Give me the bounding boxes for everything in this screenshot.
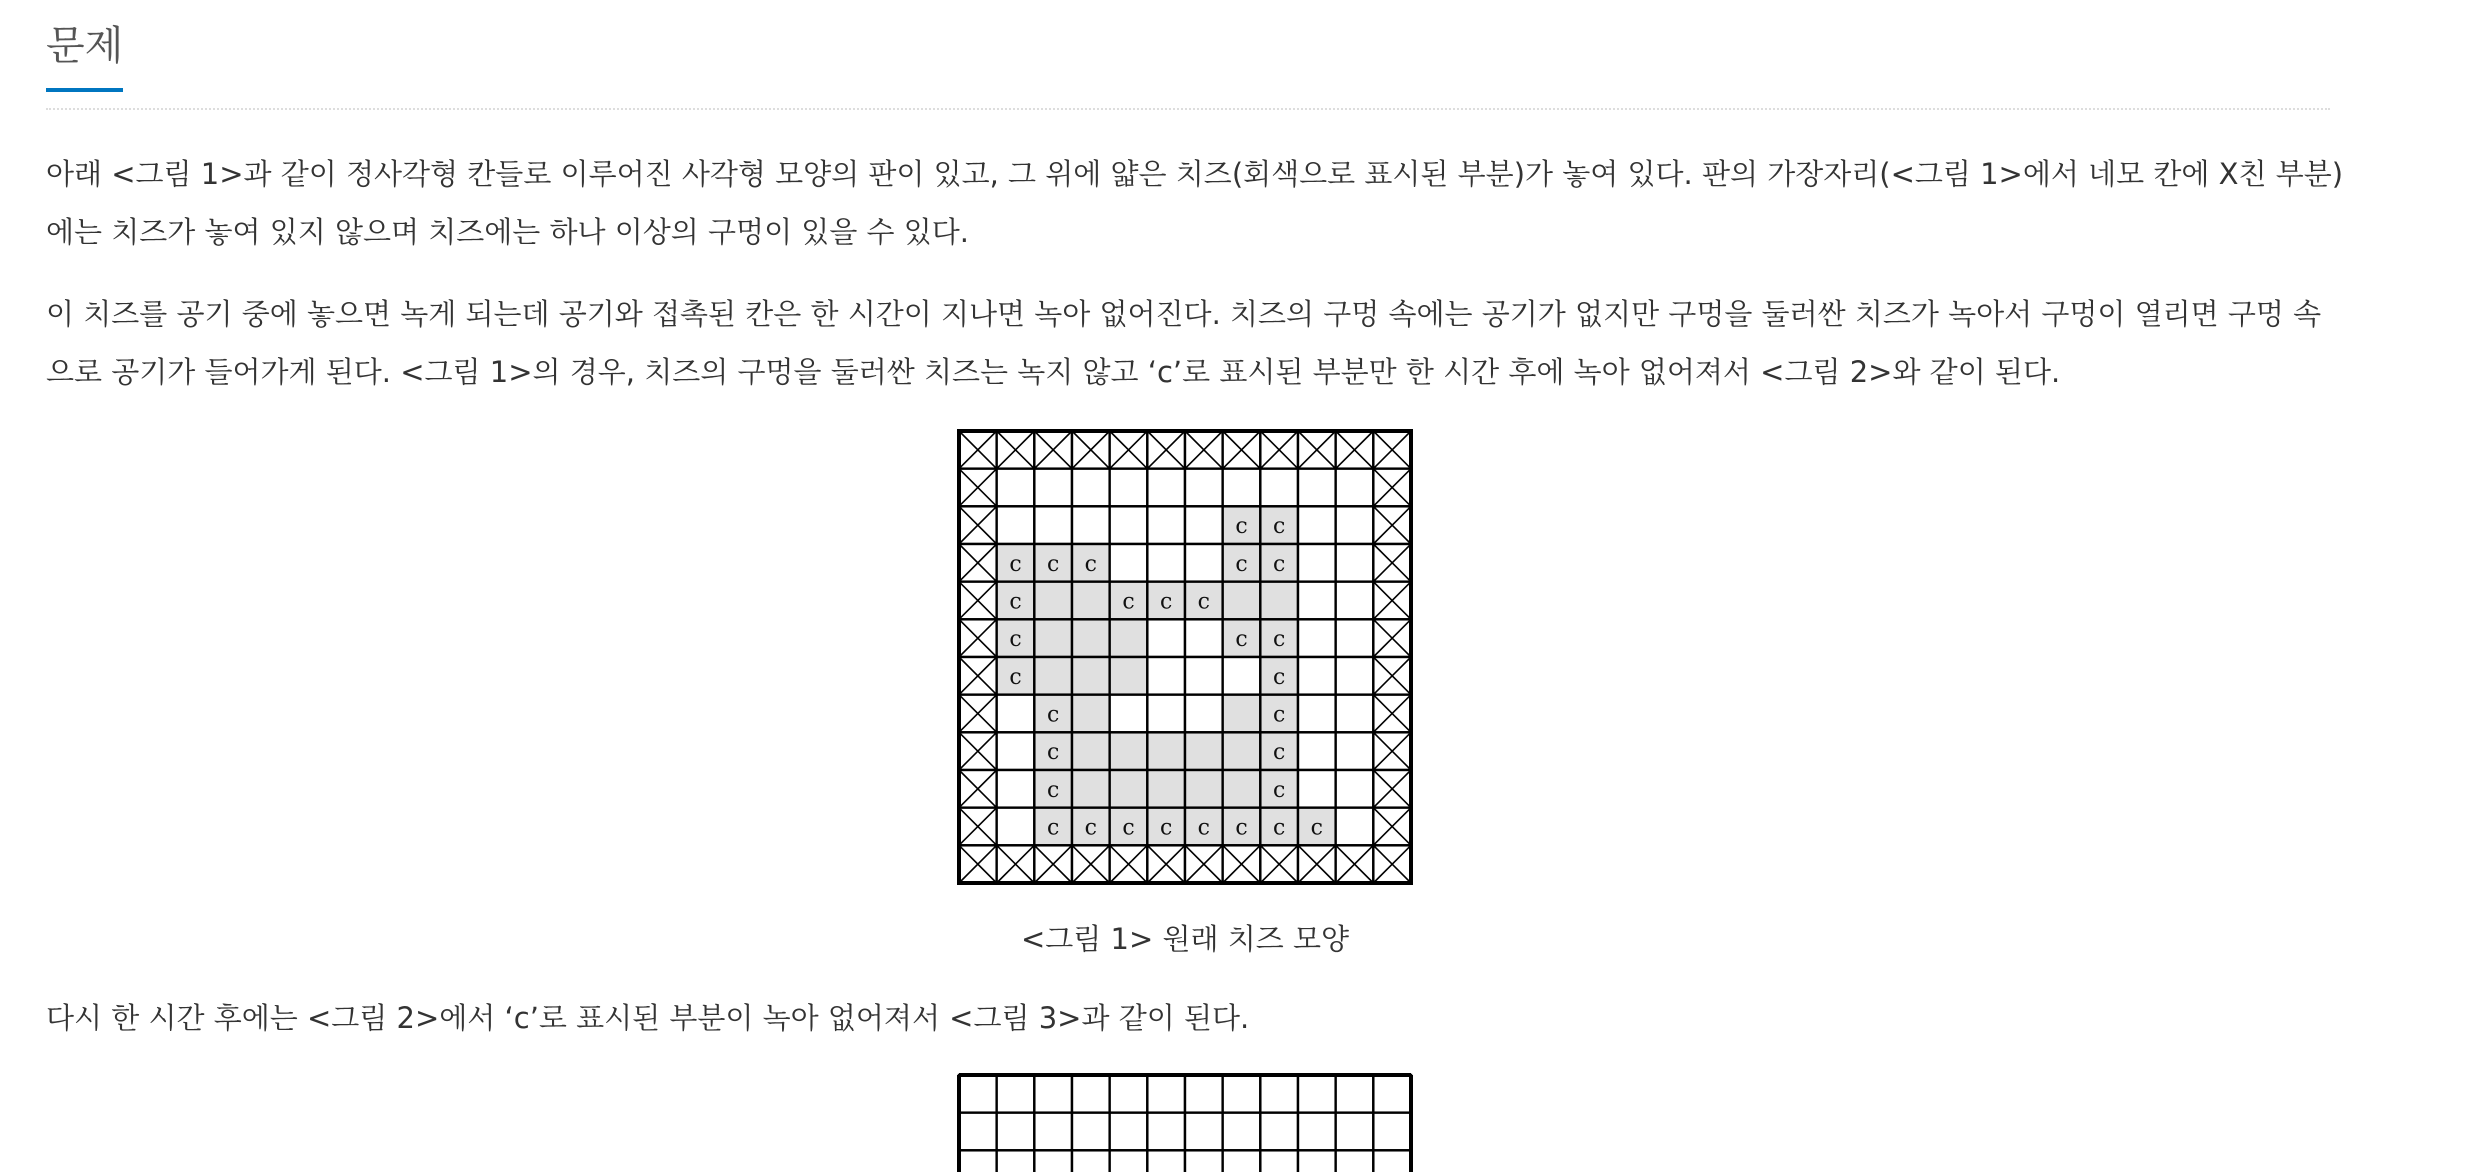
paragraph-1: 아래 <그림 1>과 같이 정사각형 칸들로 이루어진 사각형 모양의 판이 있고, 그 위에 얇은 치즈(회색으로 표시된 부분)가 놓여 있다. 판의 가장자리(<그림 1>에서 네모 칸에 X친 부분)에는 치즈가 놓여 있지 않으며 치즈에는 하나 이상의 구멍이 있을 수 있다.: [46, 157, 2344, 249]
border-cell: [959, 845, 997, 883]
empty-cell: [1336, 619, 1374, 657]
empty-cell: [1336, 1150, 1374, 1172]
empty-cell: [1110, 1075, 1148, 1113]
empty-cell: [1298, 506, 1336, 544]
cheese-cell: [1223, 770, 1261, 808]
empty-cell: [1373, 1150, 1411, 1172]
empty-cell: [959, 1113, 997, 1151]
border-cell: [1223, 845, 1261, 883]
border-cell: [1373, 808, 1411, 846]
melting-cheese-cell: [1260, 695, 1298, 733]
border-cell: [1336, 431, 1374, 469]
empty-cell: [1336, 506, 1374, 544]
empty-cell: [997, 808, 1035, 846]
empty-cell: [1034, 1113, 1072, 1151]
border-cell: [1298, 845, 1336, 883]
empty-cell: [1298, 469, 1336, 507]
border-cell: [1298, 431, 1336, 469]
empty-cell: [1373, 1075, 1411, 1113]
melting-cheese-cell: [1147, 582, 1185, 620]
melting-cheese-cell: [1034, 808, 1072, 846]
empty-cell: [1185, 1150, 1223, 1172]
border-cell: [959, 732, 997, 770]
empty-cell: [1260, 1075, 1298, 1113]
cell-mark: c: [1084, 815, 1097, 841]
empty-cell: [1336, 544, 1374, 582]
melting-cheese-cell: [1072, 544, 1110, 582]
empty-cell: [1223, 1113, 1261, 1151]
border-cell: [1147, 845, 1185, 883]
melting-cheese-cell: [1110, 808, 1148, 846]
melting-cheese-cell: [1034, 695, 1072, 733]
border-cell: [1185, 431, 1223, 469]
paragraph-3: 다시 한 시간 후에는 <그림 2>에서 ‘c’로 표시된 부분이 녹아 없어져서 <그림 3>과 같이 된다.: [46, 1001, 1250, 1035]
cell-mark: c: [1047, 740, 1060, 766]
empty-cell: [1336, 1075, 1374, 1113]
border-cell: [1110, 431, 1148, 469]
border-cell: [959, 657, 997, 695]
border-cell: [959, 808, 997, 846]
cheese-cell: [1147, 732, 1185, 770]
empty-cell: [1147, 695, 1185, 733]
empty-cell: [1223, 657, 1261, 695]
border-cell: [1373, 506, 1411, 544]
border-cell: [959, 469, 997, 507]
empty-cell: [1147, 506, 1185, 544]
cell-mark: c: [1084, 551, 1097, 577]
melting-cheese-cell: [1260, 544, 1298, 582]
empty-cell: [1298, 1113, 1336, 1151]
empty-cell: [1072, 1113, 1110, 1151]
melting-cheese-cell: [1260, 770, 1298, 808]
melting-cheese-cell: [1260, 619, 1298, 657]
cheese-cell: [1034, 619, 1072, 657]
empty-cell: [997, 695, 1035, 733]
empty-cell: [1298, 1150, 1336, 1172]
empty-cell: [1185, 469, 1223, 507]
cheese-cell: [1072, 657, 1110, 695]
empty-cell: [1260, 469, 1298, 507]
cell-mark: c: [1047, 702, 1060, 728]
melting-cheese-cell: [1147, 808, 1185, 846]
cell-mark: c: [1122, 815, 1135, 841]
border-cell: [1260, 431, 1298, 469]
cheese-cell: [1034, 657, 1072, 695]
cheese-cell: [1223, 582, 1261, 620]
empty-cell: [1185, 695, 1223, 733]
section-divider: [46, 108, 2330, 110]
melting-cheese-cell: [997, 582, 1035, 620]
cell-mark: c: [1273, 551, 1286, 577]
empty-cell: [1110, 1113, 1148, 1151]
empty-cell: [1223, 469, 1261, 507]
empty-cell: [997, 506, 1035, 544]
empty-cell: [1223, 1150, 1261, 1172]
border-cell: [959, 506, 997, 544]
empty-cell: [1147, 469, 1185, 507]
melting-cheese-cell: [1223, 506, 1261, 544]
border-cell: [959, 431, 997, 469]
figure-1: [956, 428, 1414, 886]
empty-cell: [1336, 1113, 1374, 1151]
cell-mark: c: [1273, 740, 1286, 766]
melting-cheese-cell: [1110, 582, 1148, 620]
empty-cell: [1185, 506, 1223, 544]
cell-mark: c: [1273, 514, 1286, 540]
cell-mark: c: [1273, 815, 1286, 841]
empty-cell: [1072, 469, 1110, 507]
cell-mark: c: [1235, 627, 1248, 653]
cell-mark: c: [1197, 815, 1210, 841]
border-cell: [1185, 845, 1223, 883]
cheese-cell: [1072, 770, 1110, 808]
empty-cell: [1336, 732, 1374, 770]
melting-cheese-cell: [1185, 808, 1223, 846]
cell-mark: c: [1273, 777, 1286, 803]
empty-cell: [1298, 732, 1336, 770]
border-cell: [959, 770, 997, 808]
empty-cell: [959, 1150, 997, 1172]
cell-mark: c: [1197, 589, 1210, 615]
empty-cell: [1185, 1113, 1223, 1151]
cell-mark: c: [1047, 815, 1060, 841]
empty-cell: [1336, 582, 1374, 620]
border-cell: [959, 582, 997, 620]
empty-cell: [1034, 1075, 1072, 1113]
cell-mark: c: [1009, 589, 1022, 615]
empty-cell: [1034, 506, 1072, 544]
border-cell: [1373, 619, 1411, 657]
border-cell: [1147, 431, 1185, 469]
border-cell: [959, 619, 997, 657]
border-cell: [959, 544, 997, 582]
cell-mark: c: [1273, 664, 1286, 690]
empty-cell: [1336, 695, 1374, 733]
cell-mark: c: [1122, 589, 1135, 615]
cheese-cell: [1223, 732, 1261, 770]
empty-cell: [1110, 506, 1148, 544]
cheese-cell: [1072, 695, 1110, 733]
cell-mark: c: [1160, 589, 1173, 615]
empty-cell: [1298, 695, 1336, 733]
border-cell: [1373, 431, 1411, 469]
cheese-cell: [1072, 582, 1110, 620]
melting-cheese-cell: [1223, 544, 1261, 582]
empty-cell: [1298, 582, 1336, 620]
cheese-cell: [1110, 657, 1148, 695]
cheese-cell: [1110, 619, 1148, 657]
empty-cell: [1185, 544, 1223, 582]
cheese-cell: [1260, 582, 1298, 620]
empty-cell: [997, 732, 1035, 770]
cell-mark: c: [1047, 777, 1060, 803]
melting-cheese-cell: [1223, 808, 1261, 846]
melting-cheese-cell: [1185, 582, 1223, 620]
cell-mark: c: [1009, 551, 1022, 577]
border-cell: [997, 845, 1035, 883]
empty-cell: [1147, 1075, 1185, 1113]
melting-cheese-cell: [1072, 808, 1110, 846]
cell-mark: c: [1235, 551, 1248, 577]
melting-cheese-cell: [997, 619, 1035, 657]
melting-cheese-cell: [1034, 770, 1072, 808]
border-cell: [1373, 657, 1411, 695]
empty-cell: [1260, 1113, 1298, 1151]
border-cell: [1373, 845, 1411, 883]
empty-cell: [1110, 1150, 1148, 1172]
empty-cell: [1298, 770, 1336, 808]
melting-cheese-cell: [1260, 732, 1298, 770]
empty-cell: [997, 1113, 1035, 1151]
empty-cell: [1147, 544, 1185, 582]
empty-cell: [997, 1150, 1035, 1172]
melting-cheese-cell: [1034, 544, 1072, 582]
border-cell: [1260, 845, 1298, 883]
border-cell: [1336, 845, 1374, 883]
cell-mark: c: [1310, 815, 1323, 841]
border-cell: [1373, 770, 1411, 808]
border-cell: [1373, 695, 1411, 733]
empty-cell: [1336, 469, 1374, 507]
cell-mark: c: [1235, 815, 1248, 841]
figure-1-grid: [956, 428, 1414, 886]
cheese-cell: [1110, 770, 1148, 808]
empty-cell: [959, 1075, 997, 1113]
cell-mark: c: [1009, 664, 1022, 690]
empty-cell: [1185, 1075, 1223, 1113]
empty-cell: [997, 1075, 1035, 1113]
empty-cell: [1147, 1150, 1185, 1172]
cheese-cell: [1185, 770, 1223, 808]
melting-cheese-cell: [1223, 619, 1261, 657]
cheese-cell: [1034, 582, 1072, 620]
empty-cell: [1185, 619, 1223, 657]
melting-cheese-cell: [1260, 657, 1298, 695]
empty-cell: [1147, 1113, 1185, 1151]
empty-cell: [1336, 657, 1374, 695]
border-cell: [959, 695, 997, 733]
melting-cheese-cell: [1260, 808, 1298, 846]
melting-cheese-cell: [997, 657, 1035, 695]
border-cell: [1373, 732, 1411, 770]
empty-cell: [1147, 619, 1185, 657]
border-cell: [1223, 431, 1261, 469]
section-title: 문제: [46, 18, 123, 92]
cheese-cell: [1223, 695, 1261, 733]
empty-cell: [1147, 657, 1185, 695]
cheese-cell: [1072, 619, 1110, 657]
empty-cell: [1072, 1150, 1110, 1172]
section-header: [46, 18, 2330, 92]
cell-mark: c: [1273, 702, 1286, 728]
cell-mark: c: [1160, 815, 1173, 841]
border-cell: [1373, 544, 1411, 582]
border-cell: [1373, 469, 1411, 507]
cell-mark: c: [1009, 627, 1022, 653]
border-cell: [1072, 845, 1110, 883]
cell-mark: c: [1235, 514, 1248, 540]
cheese-cell: [1110, 732, 1148, 770]
paragraph-2: 이 치즈를 공기 중에 놓으면 녹게 되는데 공기와 접촉된 칸은 한 시간이 지나면 녹아 없어진다. 치즈의 구멍 속에는 공기가 없지만 구멍을 둘러싼 치즈가 녹아서 구멍이 열리면 구멍 속으로 공기가 들어가게 된다. <그림 1>의 경우, 치즈의 구멍을 둘러싼 치즈는 녹지 않고 ‘c’로 표시된 부분만 한 시간 후에 녹아 없어져서 <그림 2>와 같이 된다.: [46, 297, 2322, 389]
melting-cheese-cell: [1298, 808, 1336, 846]
border-cell: [1034, 431, 1072, 469]
empty-cell: [1034, 1150, 1072, 1172]
empty-cell: [1185, 657, 1223, 695]
cell-mark: c: [1273, 627, 1286, 653]
empty-cell: [997, 770, 1035, 808]
border-cell: [1034, 845, 1072, 883]
border-cell: [1373, 582, 1411, 620]
cheese-cell: [1072, 732, 1110, 770]
empty-cell: [1336, 808, 1374, 846]
melting-cheese-cell: [1260, 506, 1298, 544]
empty-cell: [1223, 1075, 1261, 1113]
empty-cell: [1298, 657, 1336, 695]
empty-cell: [1373, 1113, 1411, 1151]
empty-cell: [1110, 544, 1148, 582]
figure-2-grid: [956, 1072, 1414, 1172]
border-cell: [1110, 845, 1148, 883]
empty-cell: [1336, 770, 1374, 808]
empty-cell: [1110, 695, 1148, 733]
melting-cheese-cell: [997, 544, 1035, 582]
empty-cell: [1110, 469, 1148, 507]
cheese-cell: [1147, 770, 1185, 808]
cell-mark: c: [1047, 551, 1060, 577]
figure-2: [956, 1072, 1414, 1172]
empty-cell: [1072, 1075, 1110, 1113]
empty-cell: [997, 469, 1035, 507]
empty-cell: [1298, 619, 1336, 657]
empty-cell: [1260, 1150, 1298, 1172]
figure-1-caption: <그림 1> 원래 치즈 모양: [1020, 922, 1350, 956]
empty-cell: [1298, 544, 1336, 582]
empty-cell: [1072, 506, 1110, 544]
empty-cell: [1034, 469, 1072, 507]
cheese-cell: [1185, 732, 1223, 770]
melting-cheese-cell: [1034, 732, 1072, 770]
border-cell: [1072, 431, 1110, 469]
border-cell: [997, 431, 1035, 469]
empty-cell: [1298, 1075, 1336, 1113]
